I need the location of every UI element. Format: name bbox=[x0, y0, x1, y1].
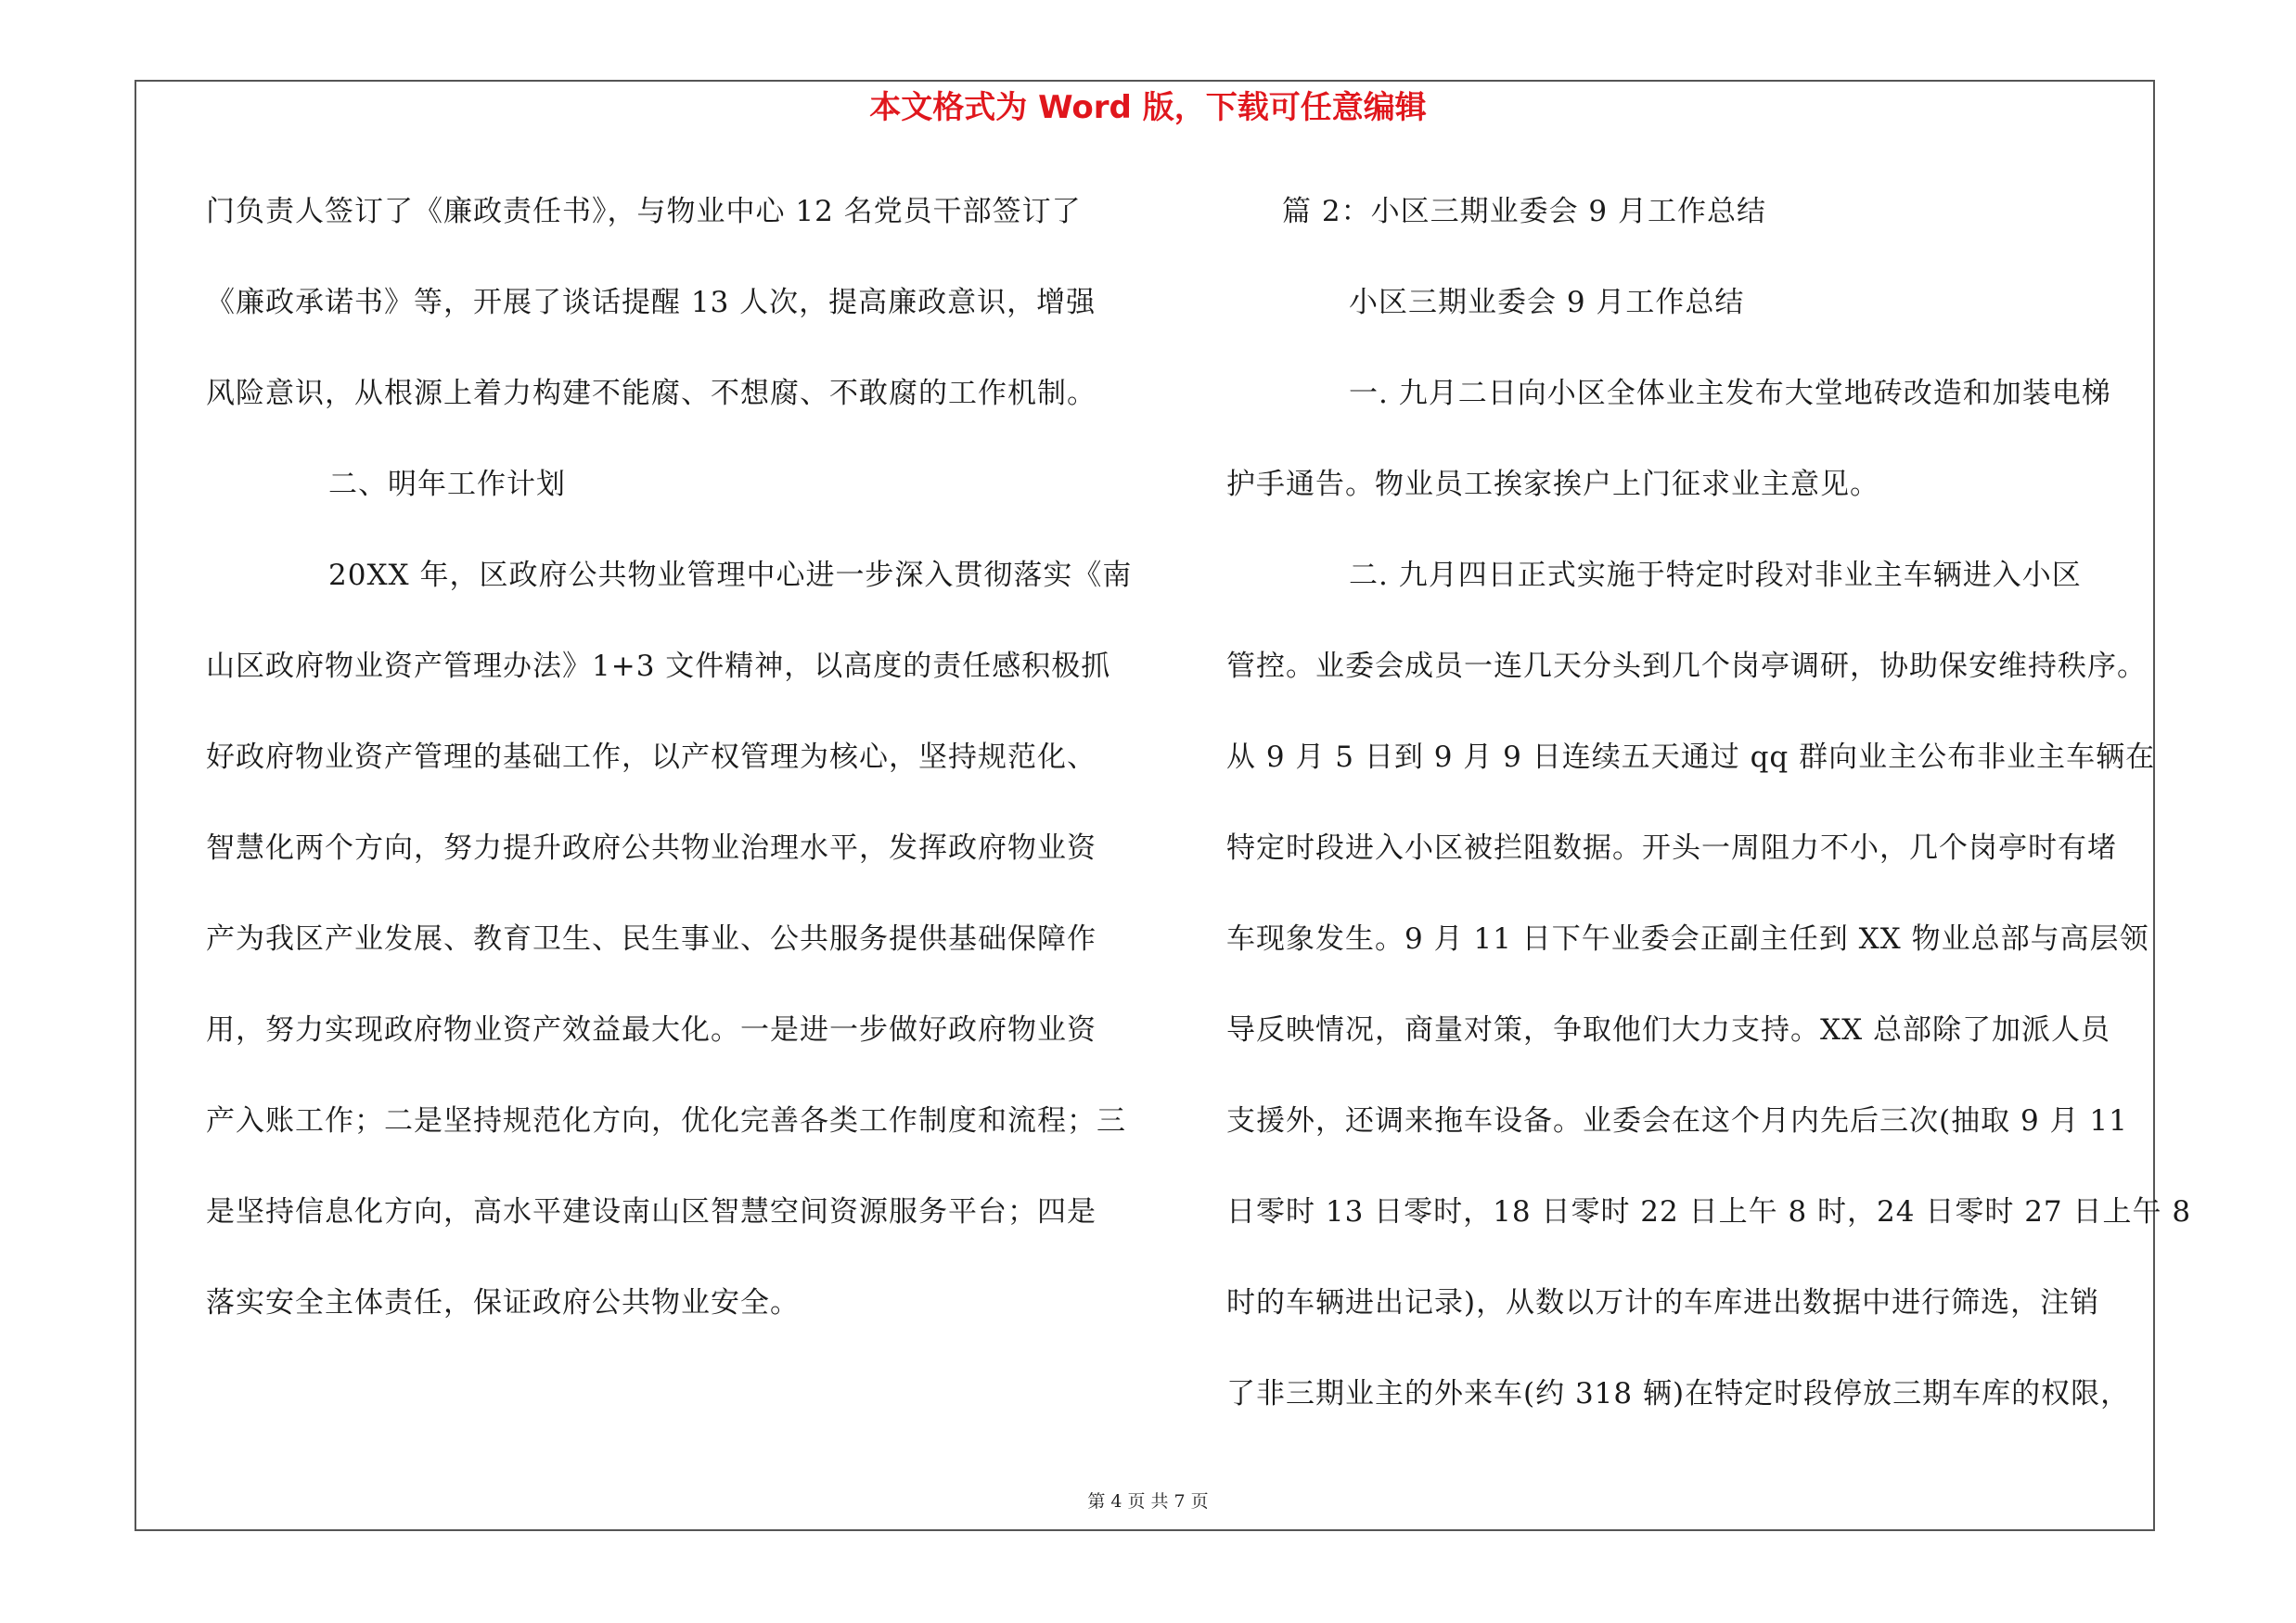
article-subtitle: 小区三期业委会 9 月工作总结 bbox=[1349, 286, 1745, 319]
left-line-7: 好政府物业资产管理的基础工作，以产权管理为核心，坚持规范化、 bbox=[206, 741, 1097, 774]
right-line-8: 特定时段进入小区被拦阻数据。开头一周阻力不小，几个岗亭时有堵 bbox=[1226, 831, 2117, 865]
word-format-banner: 本文格式为 Word 版，下载可任意编辑 bbox=[869, 89, 1427, 126]
left-line-12: 是坚持信息化方向，高水平建设南山区智慧空间资源服务平台；四是 bbox=[206, 1195, 1097, 1229]
right-line-10: 导反映情况，商量对策，争取他们大力支持。XX 总部除了加派人员 bbox=[1226, 1013, 2110, 1047]
right-line-14: 了非三期业主的外来车(约 318 辆)在特定时段停放三期车库的权限， bbox=[1226, 1377, 2131, 1410]
right-line-6: 管控。业委会成员一连几天分头到几个岗亭调研，协助保安维持秩序。 bbox=[1226, 650, 2147, 683]
left-line-5: 20XX 年，区政府公共物业管理中心进一步深入贯彻落实《南 bbox=[328, 559, 1133, 592]
page-number-footer: 第 4 页 共 7 页 bbox=[1087, 1491, 1209, 1512]
section-heading-plan: 二、明年工作计划 bbox=[328, 468, 566, 501]
left-line-13: 落实安全主体责任，保证政府公共物业安全。 bbox=[206, 1286, 800, 1320]
left-line-2: 《廉政承诺书》等，开展了谈话提醒 13 人次，提高廉政意识，增强 bbox=[206, 286, 1097, 319]
left-line-10: 用，努力实现政府物业资产效益最大化。一是进一步做好政府物业资 bbox=[206, 1013, 1097, 1047]
right-line-3: 一. 九月二日向小区全体业主发布大堂地砖改造和加装电梯 bbox=[1349, 377, 2111, 410]
right-column bbox=[1226, 184, 2192, 1457]
left-line-8: 智慧化两个方向，努力提升政府公共物业治理水平，发挥政府物业资 bbox=[206, 831, 1097, 865]
left-line-9: 产为我区产业发展、教育卫生、民生事业、公共服务提供基础保障作 bbox=[206, 922, 1097, 956]
right-line-5: 二. 九月四日正式实施于特定时段对非业主车辆进入小区 bbox=[1349, 559, 2082, 592]
left-line-3: 风险意识，从根源上着力构建不能腐、不想腐、不敢腐的工作机制。 bbox=[206, 377, 1097, 410]
right-line-4: 护手通告。物业员工挨家挨户上门征求业主意见。 bbox=[1226, 468, 1879, 501]
article-title: 篇 2：小区三期业委会 9 月工作总结 bbox=[1282, 195, 1767, 228]
right-line-11: 支援外，还调来拖车设备。业委会在这个月内先后三次(抽取 9 月 11 bbox=[1226, 1104, 2128, 1138]
left-column bbox=[206, 184, 1134, 1366]
right-line-13: 时的车辆进出记录)，从数以万计的车库进出数据中进行筛选，注销 bbox=[1226, 1286, 2100, 1320]
right-line-7: 从 9 月 5 日到 9 月 9 日连续五天通过 qq 群向业主公布非业主车辆在 bbox=[1226, 741, 2156, 774]
right-line-9: 车现象发生。9 月 11 日下午业委会正副主任到 XX 物业总部与高层领 bbox=[1226, 922, 2149, 956]
right-line-12: 日零时 13 日零时，18 日零时 22 日上午 8 时，24 日零时 27 日上午 8 bbox=[1226, 1195, 2192, 1229]
left-line-11: 产入账工作；二是坚持规范化方向，优化完善各类工作制度和流程；三 bbox=[206, 1104, 1126, 1138]
left-line-6: 山区政府物业资产管理办法》1+3 文件精神，以高度的责任感积极抓 bbox=[206, 650, 1111, 683]
left-line-1: 门负责人签订了《廉政责任书》，与物业中心 12 名党员干部签订了 bbox=[206, 195, 1082, 228]
